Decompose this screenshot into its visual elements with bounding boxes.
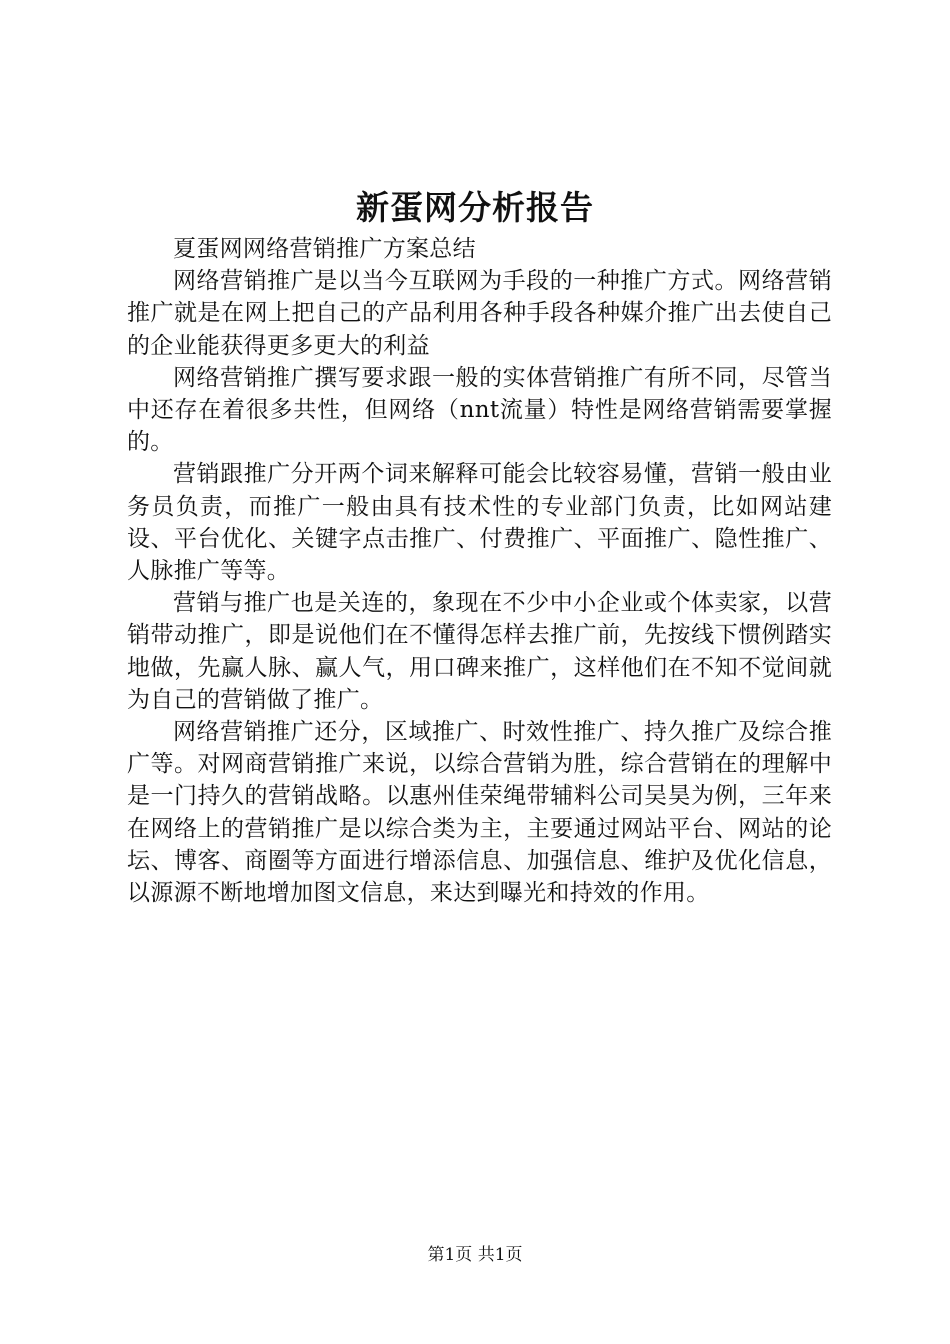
paragraph: 网络营销推广撰写要求跟一般的实体营销推广有所不同，尽管当中还存在着很多共性，但网络（nnt流量）特性是网络营销需要掌握的。 (127, 364, 832, 456)
document-title: 新蛋网分析报告 (356, 188, 594, 227)
paragraph-subtitle: 夏蛋网网络营销推广方案总结 (173, 236, 476, 262)
paragraph: 营销与推广也是关连的，象现在不少中小企业或个体卖家，以营销带动推广，即是说他们在不懂得怎样去推广前，先按线下惯例踏实地做，先赢人脉、赢人气，用口碑来推广，这样他们在不知不觉间就为自己的营销做了推广。 (127, 590, 832, 713)
paragraph: 网络营销推广还分，区域推广、时效性推广、持久推广及综合推广等。对网商营销推广来说，以综合营销为胜，综合营销在的理解中是一门持久的营销战略。以惠州佳荣绳带辅料公司吴昊为例，三年来在网络上的营销推广是以综合类为主，主要通过网站平台、网站的论坛、博客、商圈等方面进行增添信息、加强信息、维护及优化信息，以源源不断地增加图文信息，来达到曝光和持效的作用。 (127, 719, 832, 907)
paragraph: 营销跟推广分开两个词来解释可能会比较容易懂，营销一般由业务员负责，而推广一般由具有技术性的专业部门负责，比如网站建设、平台优化、关键字点击推广、付费推广、平面推广、隐性推广、人脉推广等等。 (127, 461, 832, 585)
document-body (127, 233, 832, 909)
paragraph: 网络营销推广是以当今互联网为手段的一种推广方式。网络营销推广就是在网上把自己的产品利用各种手段各种媒介推广出去使自己的企业能获得更多更大的利益 (127, 268, 832, 359)
page-footer: 第1页 共1页 (427, 1245, 523, 1265)
